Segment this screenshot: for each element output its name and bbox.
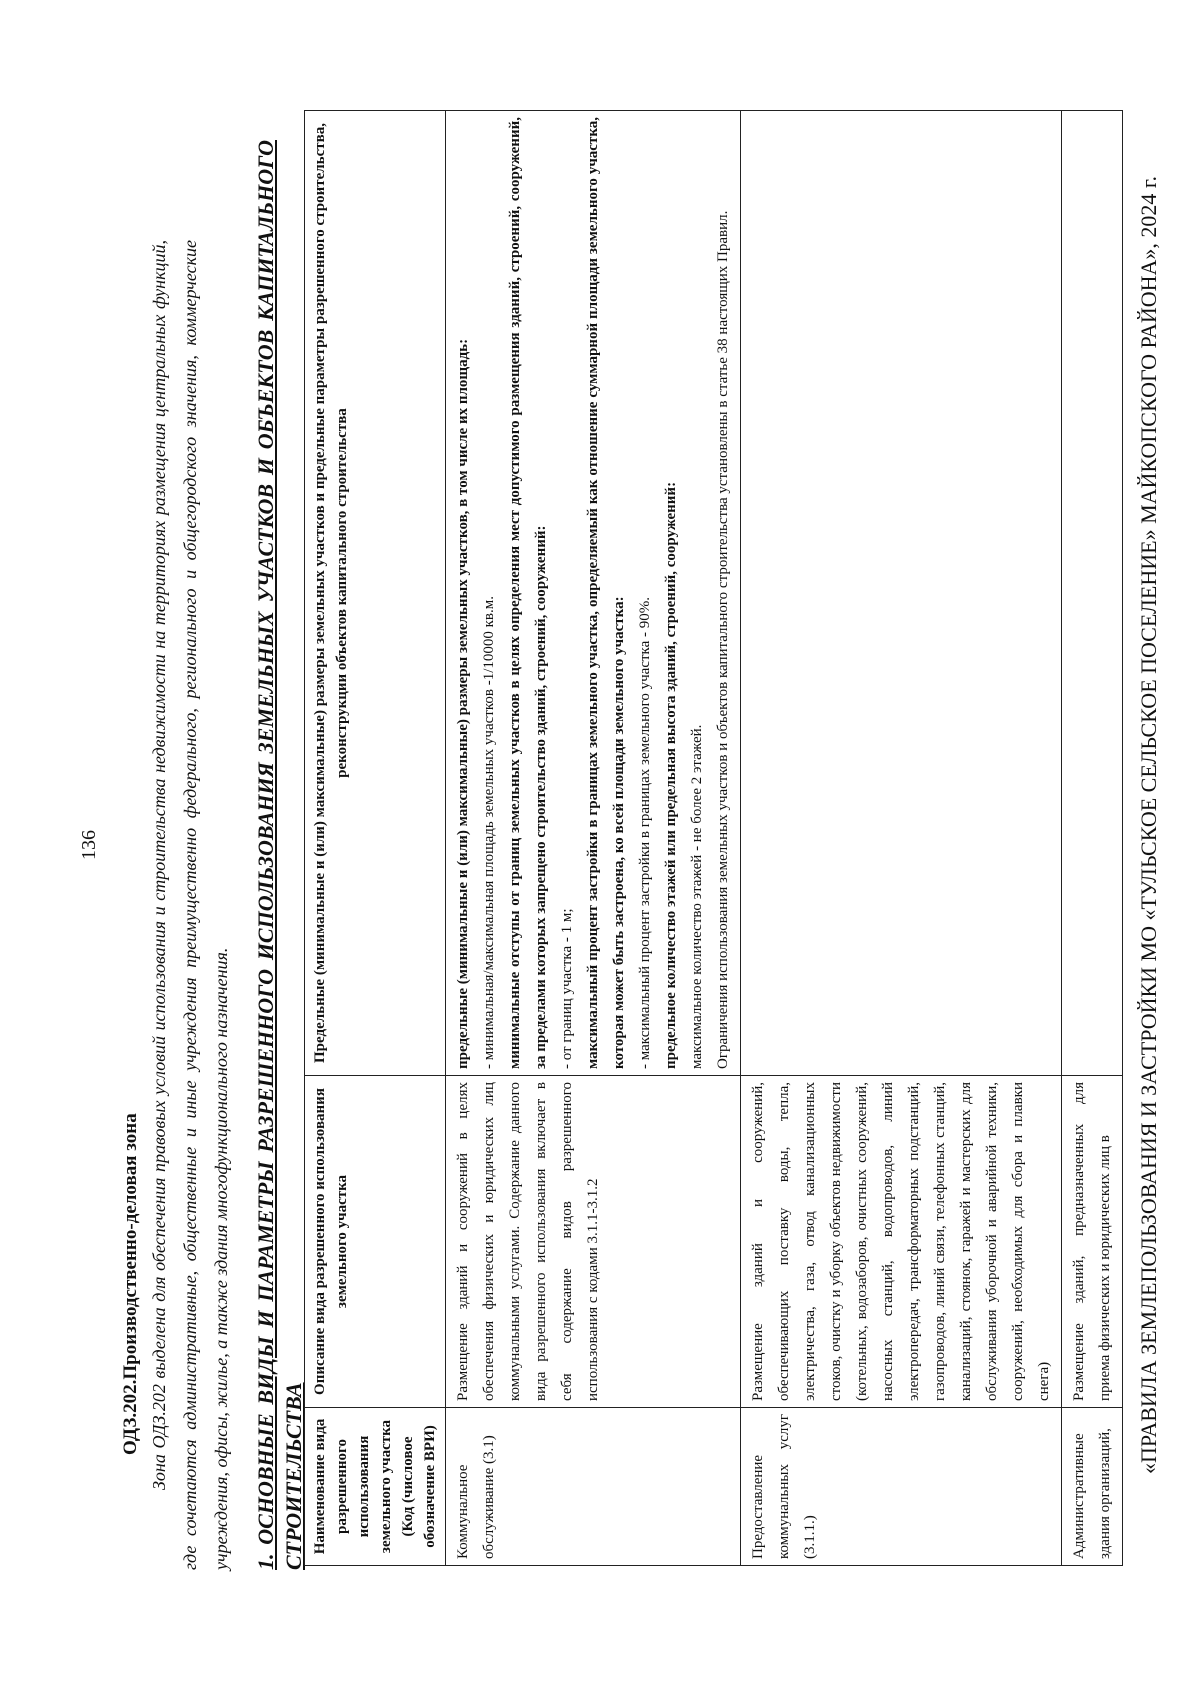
use-description-cell: Размещение зданий и сооружений, обеспечивающих поставку воды, тепла, электричества, газа, отвод канализационных стоков, очистку и уборку объектов недвижимости (котельных, водозаборов, очистных сооружений, насосных станций, водопроводов, линий электропередач, трансформаторных подстанций, газопроводов, линий связи, телефонных станций, канализаций, стоянок, гаражей и мастерских для обслуживания уборочной и аварийной техники, сооружений, необходимых для сбора и плавки снега) — [741, 1076, 1062, 1408]
param-line: - максимальный процент застройки в границах земельного участка - 90%. — [637, 596, 653, 1069]
header-params: Предельные (минимальные и (или) максимальные) размеры земельных участков и предельные параметры разрешенного строительства, реконструкции объектов капитального строительства — [305, 111, 446, 1076]
page-footer: «ПРАВИЛА ЗЕМЛЕПОЛЬЗОВАНИЯ И ЗАСТРОЙКИ МО «ТУЛЬСКОЕ СЕЛЬСКОЕ ПОСЕЛЕНИЕ» МАЙКОПСКОГО РАЙОНА», 2024 г. — [1136, 176, 1161, 1474]
param-line: предельные (минимальные и (или) максимальные) размеры земельных участков, в том числе их площадь: — [455, 338, 471, 1069]
use-name-cell: Коммунальное обслуживание (3.1) — [446, 1408, 741, 1566]
table-header-row — [305, 111, 446, 1566]
header-name: Наименование вида разрешенного использования земельного участка (Код (числовое обозначение ВРИ) — [305, 1408, 446, 1566]
page-number: 136 — [78, 830, 100, 860]
use-params-cell — [446, 111, 741, 1076]
zone-title: ОДЗ.202.Производственно-деловая зона — [120, 1113, 141, 1455]
zone-description: Зона ОДЗ.202 выделена для обеспечения правовых условий использования и строительства недвижимости на территориях размещения центральных функций, где сочетаются административные, общественные и иные учреждения преимущественно федерального, регионального и общегородского значения, коммерческие учреждения, офисы, жилье, а также здания многофункционального назначения. — [149, 240, 231, 1570]
use-name-cell: Административные здания организаций, — [1062, 1408, 1123, 1566]
param-line: предельное количество этажей или предельная высота зданий, строений, сооружений: — [663, 481, 679, 1069]
param-line: минимальные отступы от границ земельных участков в целях определения мест допустимого размещения зданий, строений, сооружений, за пределами которых запрещено строительство зданий, строений, сооружений: — [507, 117, 549, 1069]
param-line: Ограничения использования земельных участков и объектов капитального строительства установлены в статье 38 настоящих Правил. — [715, 210, 731, 1069]
param-line: - от границ участка - 1 м; — [559, 908, 575, 1069]
table-body — [446, 111, 1123, 1566]
header-description: Описание вида разрешенного использования земельного участка — [305, 1076, 446, 1408]
section-title — [252, 140, 308, 1570]
use-description-cell: Размещение зданий и сооружений в целях обеспечения физических и юридических лиц коммунальными услугами. Содержание данного вида разрешенного использования включает в себя содержание видов разрешенного использования с кодами 3.1.1-3.1.2 — [446, 1076, 741, 1408]
document-page — [70, 70, 1180, 1630]
use-params-cell — [741, 111, 1062, 1076]
param-line: максимальное количество этажей - не более 2 этажей. — [689, 724, 705, 1069]
use-params-cell — [1062, 111, 1123, 1076]
table-row — [1062, 111, 1123, 1566]
table-row — [446, 111, 741, 1566]
param-line: - минимальная/максимальная площадь земельных участков -1/10000 кв.м. — [481, 596, 497, 1069]
permitted-use-table — [304, 110, 1123, 1566]
param-line: максимальный процент застройки в границах земельного участка, определяемый как отношение суммарной площади земельного участка, которая может быть застроена, ко всей площади земельного участка: — [585, 117, 627, 1069]
section-title-text: 1. ОСНОВНЫЕ ВИДЫ И ПАРАМЕТРЫ РАЗРЕШЕННОГО ИСПОЛЬЗОВАНИЯ ЗЕМЕЛЬНЫХ УЧАСТКОВ И ОБЪЕКТОВ КАПИТАЛЬНОГО СТРОИТЕЛЬСТВА — [253, 140, 306, 1570]
use-description-cell: Размещение зданий, предназначенных для приема физических и юридических лиц в — [1062, 1076, 1123, 1408]
table-row — [741, 111, 1062, 1566]
use-name-cell: Предоставление коммунальных услуг (3.1.1.) — [741, 1408, 1062, 1566]
